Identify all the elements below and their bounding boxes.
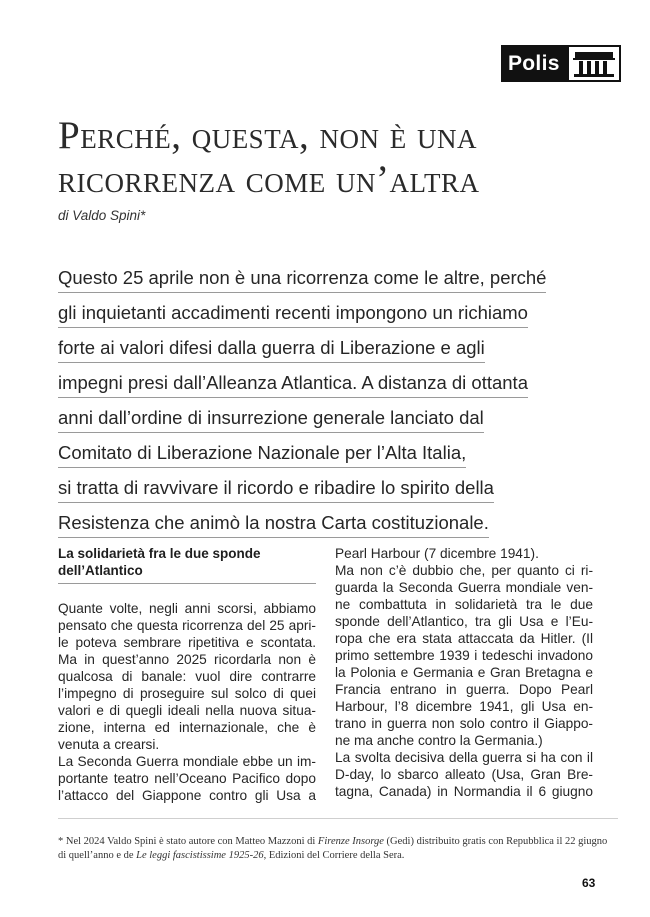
lead-paragraph	[58, 260, 558, 540]
right-column-text	[335, 545, 593, 800]
text-line: Ma non c’è dubbio che, per quanto ci ri-	[335, 563, 593, 578]
text-line: tagna, Canada) in Normandia il 6 giugno	[335, 784, 593, 799]
title-line: Perché, questa, non è una	[58, 114, 478, 157]
text-line: l’impegno di proseguire sul solco di quei	[58, 686, 316, 701]
left-column	[58, 545, 316, 804]
section-heading: La solidarietà fra le due sponde dell’Atlantico	[58, 545, 316, 584]
left-column-text	[58, 600, 316, 804]
text-line: le poteva sembrare ripetitiva e scontata.	[58, 635, 316, 650]
lead-line: si tratta di ravvivare il ricordo e ribadire lo spirito della	[58, 470, 558, 505]
page-number: 63	[582, 876, 596, 890]
text-line: qualcosa di banale: vuol dire contrarre	[58, 669, 316, 684]
lead-line: Comitato di Liberazione Nazionale per l’Alta Italia,	[58, 435, 558, 470]
text-line: Ma in quest’anno 2025 ricordarla non è	[58, 652, 316, 667]
footnote: * Nel 2024 Valdo Spini è stato autore con Matteo Mazzoni di Firenze Insorge (Gedi) distribuito gratis con Repubblica il 22 giugno di quell’anno e de Le leggi fascistissime 1925-26, Edizioni del Corriere della Sera.	[58, 836, 608, 861]
section-label: Polis	[501, 45, 567, 82]
text-line: Harbour, l’8 dicembre 1941, gli Usa en-	[335, 699, 593, 714]
right-column	[335, 545, 593, 800]
text-line: Pearl Harbour (7 dicembre 1941).	[335, 546, 539, 561]
byline: di Valdo Spini*	[58, 208, 146, 223]
title-line: ricorrenza come un’altra	[58, 158, 480, 201]
text-line: l’attacco del Giappone contro gli Usa a	[58, 788, 316, 803]
text-line: ne combattuta in solidarietà tra le due	[335, 597, 593, 612]
text-line: valori e di quegli ideali nella nuova situa-	[58, 703, 316, 718]
text-line: venuta a crearsi.	[58, 737, 160, 752]
lead-line: forte ai valori difesi dalla guerra di Liberazione e agli	[58, 330, 558, 365]
text-line: D-day, lo sbarco alleato (Usa, Gran Bre-	[335, 767, 593, 782]
text-line: zione, interna ed internazionale, che è	[58, 720, 316, 735]
lead-line: Questo 25 aprile non è una ricorrenza come le altre, perché	[58, 260, 558, 295]
lead-line: gli inquietanti accadimenti recenti impongono un richiamo	[58, 295, 558, 330]
lead-line: impegni presi dall’Alleanza Atlantica. A distanza di ottanta	[58, 365, 558, 400]
text-line: sponde dell’Atlantico, tra gli Usa e l’Eu-	[335, 614, 593, 629]
text-line: primo settembre 1939 i tedeschi invadono	[335, 648, 593, 663]
text-line: Quante volte, negli anni scorsi, abbiamo	[58, 601, 316, 616]
text-line: Francia entrano in guerra. Dopo Pearl	[335, 682, 593, 697]
article-title	[58, 114, 618, 202]
text-line: guarda la Seconda Guerra mondiale ven-	[335, 580, 593, 595]
book-title: Le leggi fascistissime 1925-26	[136, 850, 264, 861]
text-line: portante teatro nell’Oceano Pacifico dopo	[58, 771, 316, 786]
text-line: pensato che questa ricorrenza del 25 apri-	[58, 618, 316, 633]
text-line: La Seconda Guerra mondiale ebbe un im-	[58, 754, 316, 769]
text-line: ne ma anche contro la Germania.)	[335, 733, 543, 748]
section-badge	[501, 45, 621, 82]
text-line: trano in guerra non solo contro il Giappo-	[335, 716, 593, 731]
text-line: ropa che era stata attaccata da Hitler. (Il	[335, 631, 593, 646]
lead-line: anni dall’ordine di insurrezione generale lanciato dal	[58, 400, 558, 435]
text-line: la Polonia e Germania e Gran Bretagna e	[335, 665, 593, 680]
text-line: La svolta decisiva della guerra si ha con il	[335, 750, 593, 765]
lead-line: Resistenza che animò la nostra Carta costituzionale.	[58, 505, 558, 540]
footnote-divider	[58, 818, 618, 819]
building-columns-icon	[567, 45, 621, 82]
book-title: Firenze Insorge	[317, 836, 384, 847]
